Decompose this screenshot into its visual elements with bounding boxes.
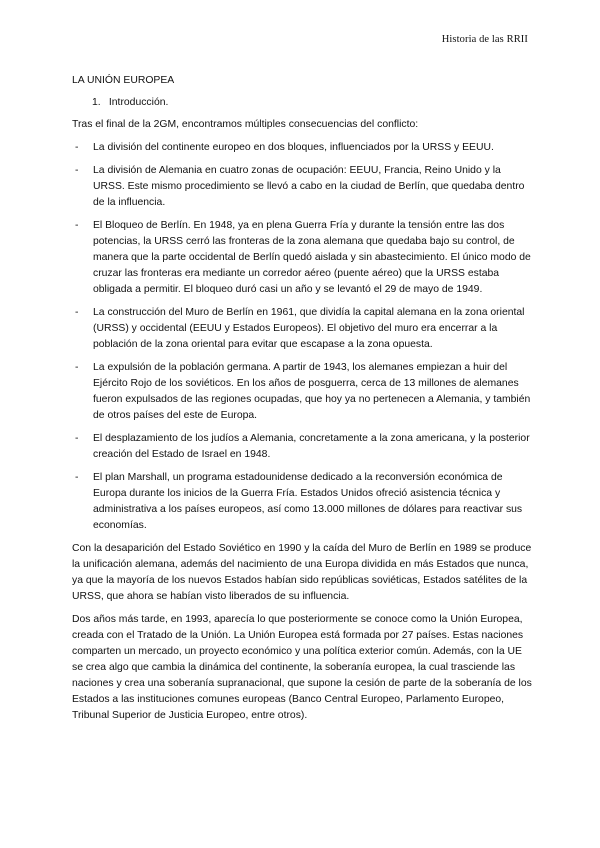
- list-item-text: El plan Marshall, un programa estadounidense dedicado a la reconversión económica de Europa durante los inicios de la Guerra Fría. Estados Unidos ofreció asistencia técnica y administrativa a los países europeos, así como 13.000 millones de dólares para reactivar sus economías.: [93, 472, 523, 531]
- bullet-dash: -: [75, 472, 79, 483]
- document-body: [72, 73, 534, 731]
- list-item: [72, 140, 534, 156]
- document-title: LA UNIÓN EUROPEA: [72, 75, 175, 86]
- list-item: [72, 360, 534, 424]
- list-item-text: El desplazamiento de los judíos a Alemania, concretamente a la zona americana, y la posterior creación del Estado de Israel en 1948.: [93, 433, 530, 460]
- list-item-text: El Bloqueo de Berlín. En 1948, ya en plena Guerra Fría y durante la tensión entre las dos potencias, la URSS cerró las fronteras de la zona alemana que quedaba bajo su control, de manera que la parte occidental de Berlín quedó aislada y sin abastecimiento. El único modo de cruzar las fronteras era mediante un corredor aéreo (puente aéreo) que la URSS estaba obligada a permitir. El bloqueo duró casi un año y se levantó el 29 de mayo de 1949.: [93, 220, 531, 295]
- list-item-text: La división de Alemania en cuatro zonas de ocupación: EEUU, Francia, Reino Unido y la URSS. Este mismo procedimiento se llevó a cabo en la ciudad de Berlín, que quedaba dentro de la influencia.: [93, 165, 525, 208]
- section-title: Introducción.: [108, 97, 169, 108]
- bullet-dash: -: [75, 165, 79, 176]
- bullet-dash: -: [75, 142, 79, 153]
- list-item: [72, 163, 534, 211]
- consequences-list: [72, 140, 534, 534]
- list-item-text: La expulsión de la población germana. A partir de 1943, los alemanes empiezan a huir del Ejército Rojo de los soviéticos. En los años de posguerra, cerca de 13 millones de alemanes fueron expulsados de las regiones ocupadas, que hoy ya no pertenecen a Alemania, y también de otros países del este de Europa.: [93, 362, 531, 421]
- list-item-text: La división del continente europeo en dos bloques, influenciados por la URSS y EEUU.: [93, 142, 494, 153]
- bullet-dash: -: [75, 433, 79, 444]
- intro-paragraph: Tras el final de la 2GM, encontramos múltiples consecuencias del conflicto:: [72, 119, 419, 130]
- section-heading: [72, 95, 534, 111]
- body-paragraph: Dos años más tarde, en 1993, aparecía lo que posteriormente se conoce como la Unión Europea, creada con el Tratado de la Unión. La Unión Europea está formada por 27 países. Estas naciones comparten un mercado, un proyecto económico y una política exterior común. Además, con la UE se crea algo que cambia la dinámica del continente, la soberanía europea, la cual trasciende las naciones y crea una soberanía supranacional, que supone la cesión de parte de la soberanía de los Estados a las instituciones comunes europeas (Banco Central Europeo, Parlamento Europeo, Tribunal Superior de Justicia Europeo, entre otros).: [72, 614, 532, 721]
- list-item: [72, 305, 534, 353]
- body-paragraph: Con la desaparición del Estado Soviético en 1990 y la caída del Muro de Berlín en 1989 se produce la unificación alemana, además del nacimiento de una Europa dividida en más Estados que nunca, ya que la mayoría de los nuevos Estados habían sido repúblicas soviéticas, Estados satélites de la URSS, que ahora se habían visto liberados de su influencia.: [72, 543, 532, 602]
- bullet-dash: -: [75, 362, 79, 373]
- list-item: [72, 470, 534, 534]
- running-header: Historia de las RRII: [441, 34, 528, 45]
- section-number: 1.: [92, 97, 101, 108]
- bullet-dash: -: [75, 307, 79, 318]
- list-item: [72, 218, 534, 298]
- list-item: [72, 431, 534, 463]
- list-item-text: La construcción del Muro de Berlín en 1961, que dividía la capital alemana en la zona oriental (URSS) y occidental (EEUU y Estados Europeos). El objetivo del muro era encerrar a la población de la zona oriental para evitar que escapase a la zona opuesta.: [93, 307, 525, 350]
- bullet-dash: -: [75, 220, 79, 231]
